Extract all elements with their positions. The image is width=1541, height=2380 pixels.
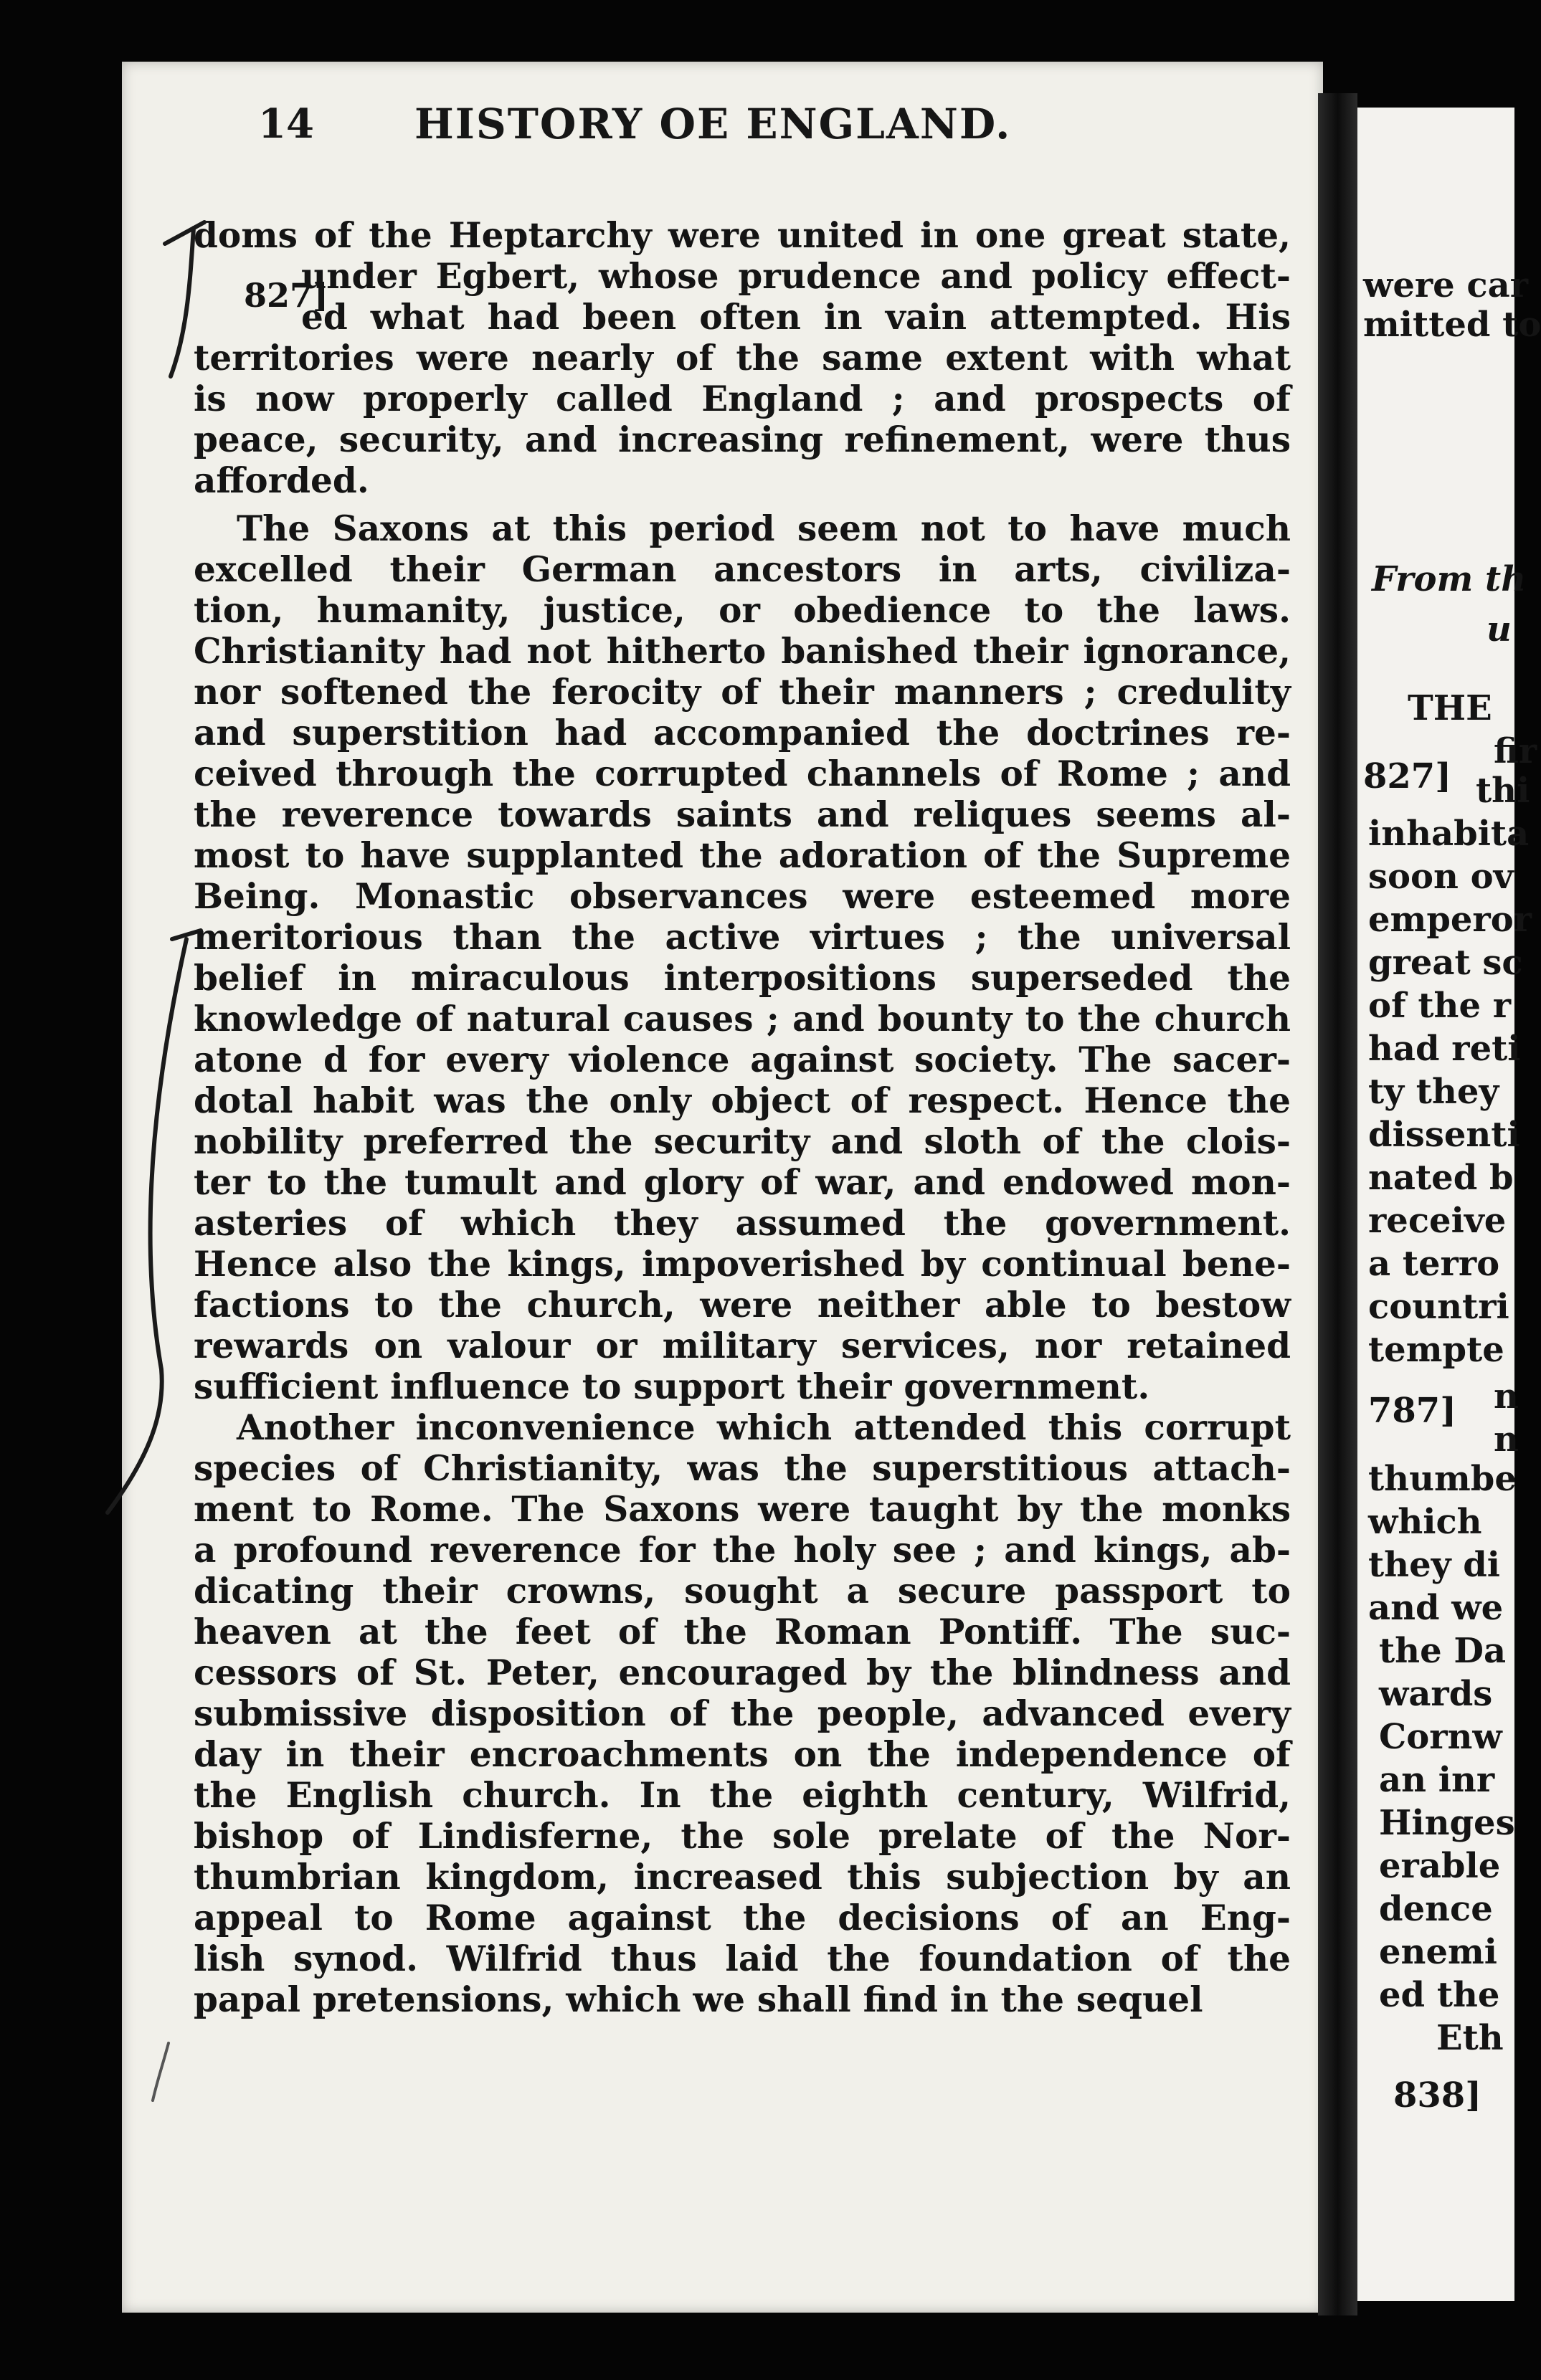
text-line: thumbrian kingdom, increased this subjection by an (194, 1857, 1291, 1898)
text-line: is now properly called England ; and prospects of (194, 379, 1291, 419)
right-text-line: inhabita (1368, 814, 1530, 854)
right-text-line: which (1368, 1502, 1482, 1542)
right-text-line: thumbe (1368, 1459, 1517, 1499)
right-text-line: of the r (1368, 986, 1511, 1026)
right-text-line: THE (1408, 688, 1492, 728)
text-line: species of Christianity, was the superstitious attach- (194, 1448, 1291, 1489)
right-text-line: n (1494, 1376, 1519, 1417)
right-text-line: soon ov (1368, 857, 1514, 897)
margin-date: 827] (244, 276, 328, 315)
text-line: ment to Rome. The Saxons were taught by the monks (194, 1489, 1291, 1530)
right-text-line: Hinges (1379, 1803, 1515, 1843)
text-line: lish synod. Wilfrid thus laid the foundation of the (194, 1938, 1291, 1979)
text-line: doms of the Heptarchy were united in one great state, (194, 215, 1291, 256)
right-text-line: nated b (1368, 1158, 1514, 1198)
text-line: the English church. In the eighth century, Wilfrid, (194, 1775, 1291, 1816)
pencil-mark-bottom-icon (147, 2036, 176, 2108)
text-line: Being. Monastic observances were esteemed more (194, 876, 1291, 917)
right-text-line: an inr (1379, 1760, 1495, 1800)
text-line: knowledge of natural causes ; and bounty to the church (194, 999, 1291, 1039)
text-line: asteries of which they assumed the government. (194, 1203, 1291, 1244)
text-line: tion, humanity, justice, or obedience to the laws. (194, 590, 1291, 631)
text-line: ceived through the corrupted channels of Rome ; and (194, 753, 1291, 794)
text-line: nor softened the ferocity of their manners ; credulity (194, 672, 1291, 713)
text-line: factions to the church, were neither able to bestow (194, 1285, 1291, 1325)
text-line: dotal habit was the only object of respect. Hence the (194, 1080, 1291, 1121)
right-text-line: 787] (1368, 1391, 1456, 1431)
right-page-fragment (1357, 108, 1541, 2301)
right-text-line: were car (1363, 265, 1529, 305)
right-text-line: and we (1368, 1588, 1504, 1628)
text-line: day in their encroachments on the independence of (194, 1734, 1291, 1775)
text-line: bishop of Lindisferne, the sole prelate of the Nor- (194, 1816, 1291, 1857)
text-line: papal pretensions, which we shall find in the sequel (194, 1979, 1203, 2020)
right-text-line: receive (1368, 1201, 1507, 1241)
right-text-line: enemi (1379, 1932, 1497, 1972)
text-line: and superstition had accompanied the doctrines re- (194, 713, 1291, 753)
page-body-text (194, 215, 1291, 2020)
text-line: rewards on valour or military services, nor retained (194, 1325, 1291, 1366)
text-line: ed what had been often in vain attempted. His (301, 297, 1291, 338)
right-text-line: wards (1379, 1674, 1493, 1714)
text-line: peace, security, and increasing refinement, were thus (194, 419, 1291, 460)
right-text-line: Eth (1436, 2018, 1504, 2058)
right-text-line: fir (1494, 731, 1537, 771)
right-text-line: countri (1368, 1287, 1509, 1327)
right-text-line: ed the (1379, 1975, 1500, 2015)
right-text-line: From th (1372, 559, 1527, 599)
right-text-line: thi (1476, 771, 1530, 811)
text-line: afforded. (194, 460, 369, 501)
text-line: belief in miraculous interpositions superseded the (194, 958, 1291, 999)
right-text-line: mitted to (1363, 305, 1541, 345)
right-text-line: dissenti (1368, 1115, 1520, 1155)
right-text-line: Cornw (1379, 1717, 1502, 1757)
text-line: ter to the tumult and glory of war, and endowed mon- (194, 1162, 1291, 1203)
pencil-bracket-middle-icon (100, 925, 208, 1534)
text-line: a profound reverence for the holy see ; and kings, ab- (194, 1530, 1291, 1571)
right-text-line: had reti (1368, 1029, 1521, 1069)
text-line: appeal to Rome against the decisions of an Eng- (194, 1898, 1291, 1938)
text-line: sufficient influence to support their government. (194, 1366, 1150, 1407)
running-title: HISTORY OE ENGLAND. (414, 100, 1012, 148)
text-line: dicating their crowns, sought a secure passport to (194, 1571, 1291, 1612)
right-text-line: emperor (1368, 900, 1532, 940)
right-text-line: they di (1368, 1545, 1501, 1585)
text-line: cessors of St. Peter, encouraged by the blindness and (194, 1652, 1291, 1693)
text-line: Hence also the kings, impoverished by continual bene- (194, 1244, 1291, 1285)
text-line: Another inconvenience which attended this corrupt (237, 1407, 1291, 1448)
page-header (143, 85, 1291, 163)
right-text-line: dence (1379, 1889, 1493, 1929)
text-line: Christianity had not hitherto banished their ignorance, (194, 631, 1291, 672)
right-text-line: u (1487, 609, 1512, 649)
text-line: excelled their German ancestors in arts, civiliza- (194, 549, 1291, 590)
text-line: atone d for every violence against society. The sacer- (194, 1039, 1291, 1080)
right-text-line: tempte (1368, 1330, 1504, 1370)
right-text-line: 838] (1393, 2075, 1481, 2115)
book-gutter (1318, 93, 1357, 2315)
text-line: The Saxons at this period seem not to have much (237, 508, 1291, 549)
right-text-line: great sc (1368, 943, 1523, 983)
text-line: nobility preferred the security and sloth of the clois- (194, 1121, 1291, 1162)
text-line: most to have supplanted the adoration of the Supreme (194, 835, 1291, 876)
right-text-line: a terro (1368, 1244, 1500, 1284)
right-text-line: the Da (1379, 1631, 1507, 1671)
text-line: under Egbert, whose prudence and policy effect- (301, 256, 1291, 297)
text-line: meritorious than the active virtues ; the universal (194, 917, 1291, 958)
text-line: territories were nearly of the same extent with what (194, 338, 1291, 379)
right-text-line: ty they (1368, 1072, 1499, 1112)
right-text-line: n (1494, 1419, 1519, 1460)
right-text-line: erable (1379, 1846, 1501, 1886)
right-text-line: 827] (1363, 756, 1451, 796)
page-number: 14 (258, 100, 314, 148)
text-line: heaven at the feet of the Roman Pontiff. The suc- (194, 1612, 1291, 1652)
text-line: the reverence towards saints and reliques seems al- (194, 794, 1291, 835)
text-line: submissive disposition of the people, advanced every (194, 1693, 1291, 1734)
